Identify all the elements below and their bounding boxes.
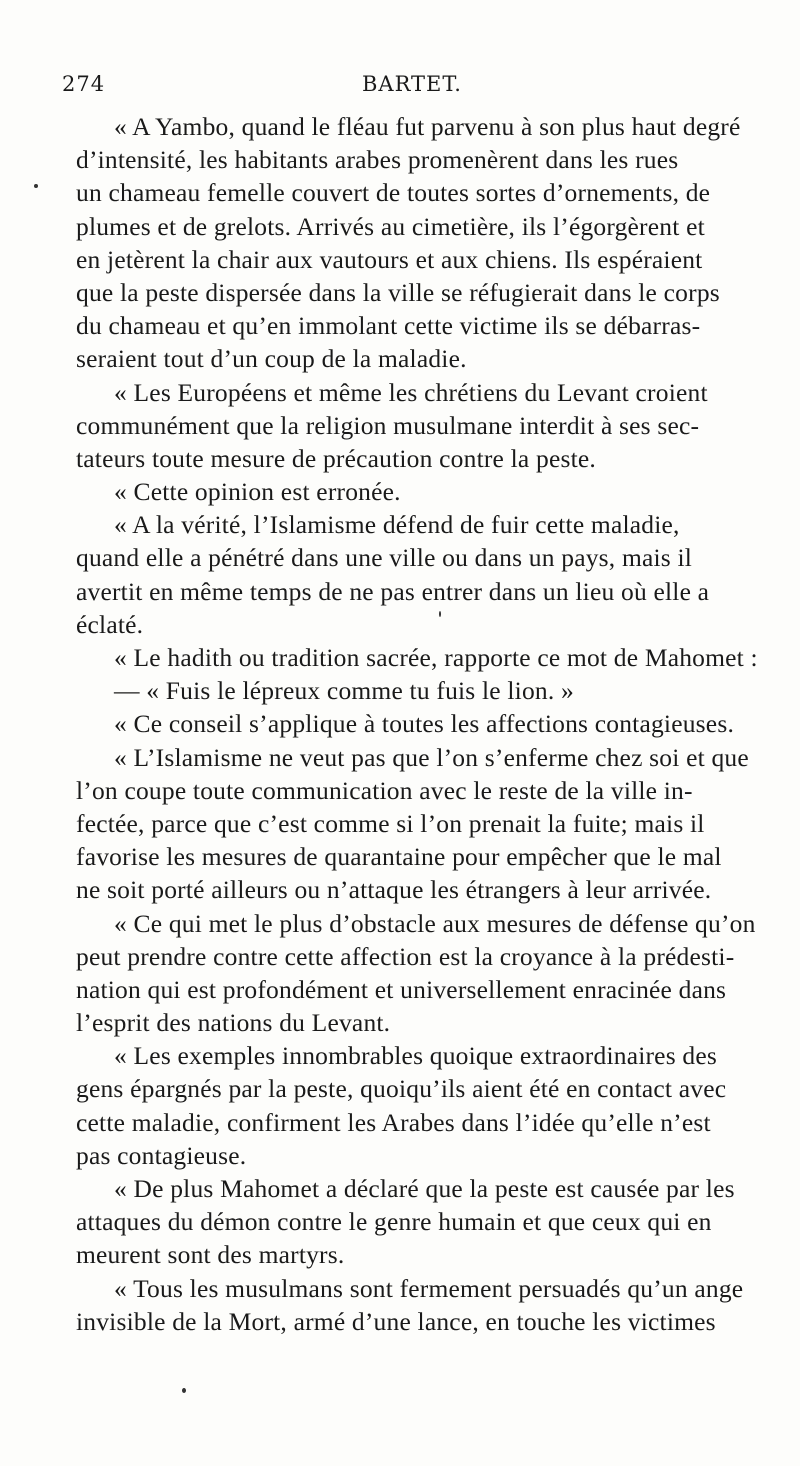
text-line: l’esprit des nations du Levant. — [76, 1008, 391, 1038]
text-line: favorise les mesures de quarantaine pour empêcher que le mal — [76, 842, 722, 872]
text-line: nation qui est profondément et universellement enracinée dans — [76, 974, 727, 1004]
text-line: quand elle a pénétré dans une ville ou dans un pays, mais il — [76, 543, 693, 573]
text-line: « Les exemples innombrables quoique extraordinaires des — [114, 1041, 717, 1071]
text-line: l’on coupe toute communication avec le reste de la ville in- — [76, 775, 693, 805]
text-line: cette maladie, confirment les Arabes dans l’idée qu’elle n’est — [76, 1107, 711, 1137]
page-number: 274 — [62, 72, 106, 96]
text-line: meurent sont des martyrs. — [76, 1240, 345, 1270]
text-line: attaques du démon contre le genre humain et que ceux qui en — [76, 1207, 712, 1237]
running-head: BARTET. — [362, 72, 462, 96]
ink-speck — [34, 184, 38, 188]
ink-speck — [182, 1388, 186, 1393]
text-line: « Les Européens et même les chrétiens du Levant croient — [114, 377, 708, 407]
text-line: d’intensité, les habitants arabes promenèrent dans les rues — [76, 145, 679, 175]
text-line: « Le hadith ou tradition sacrée, rapporte ce mot de Mahomet : — [114, 643, 758, 672]
text-line: « Tous les musulmans sont fermement persuadés qu’un ange — [114, 1273, 744, 1303]
text-line: peut prendre contre cette affection est la croyance à la prédesti- — [76, 941, 735, 971]
text-line: communément que la religion musulmane interdit à ses sec- — [76, 410, 700, 440]
text-line: éclaté. — [76, 609, 144, 639]
text-line: invisible de la Mort, armé d’une lance, en touche les victimes — [76, 1306, 716, 1336]
text-line: un chameau femelle couvert de toutes sortes d’ornements, de — [76, 178, 711, 208]
body-text — [76, 110, 800, 1338]
text-line: en jetèrent la chair aux vautours et aux chiens. Ils espéraient — [76, 244, 703, 274]
text-line: « De plus Mahomet a déclaré que la peste est causée par les — [114, 1174, 735, 1203]
text-line: fectée, parce que c’est comme si l’on prenait la fuite; mais il — [76, 808, 705, 838]
text-line: du chameau et qu’en immolant cette victime ils se débarras- — [76, 311, 701, 341]
page-header — [62, 72, 760, 100]
text-line: « A la vérité, l’Islamisme défend de fuir cette maladie, — [114, 510, 680, 540]
text-line: plumes et de grelots. Arrivés au cimetière, ils l’égorgèrent et — [76, 211, 705, 241]
text-line: « Cette opinion est erronée. — [114, 477, 401, 507]
text-line: gens épargnés par la peste, quoiqu’ils aient été en contact avec — [76, 1074, 727, 1104]
text-line: ne soit porté ailleurs ou n’attaque les étrangers à leur arrivée. — [76, 875, 712, 905]
text-line: que la peste dispersée dans la ville se réfugierait dans le corps — [76, 277, 720, 307]
text-line: — « Fuis le lépreux comme tu fuis le lion. » — [114, 676, 574, 706]
text-line: « L’Islamisme ne veut pas que l’on s’enferme chez soi et que — [114, 742, 749, 772]
text-line: tateurs toute mesure de précaution contre la peste. — [76, 443, 596, 473]
text-line: avertit en même temps de ne pas entrer dans un lieu où elle a — [76, 576, 710, 606]
text-line: « Ce qui met le plus d’obstacle aux mesures de défense qu’on — [114, 908, 756, 938]
text-line: pas contagieuse. — [76, 1140, 247, 1170]
text-line: « A Yambo, quand le fléau fut parvenu à son plus haut degré — [114, 112, 741, 141]
text-line: « Ce conseil s’applique à toutes les affections contagieuses. — [114, 709, 735, 739]
text-line: seraient tout d’un coup de la maladie. — [76, 344, 467, 374]
